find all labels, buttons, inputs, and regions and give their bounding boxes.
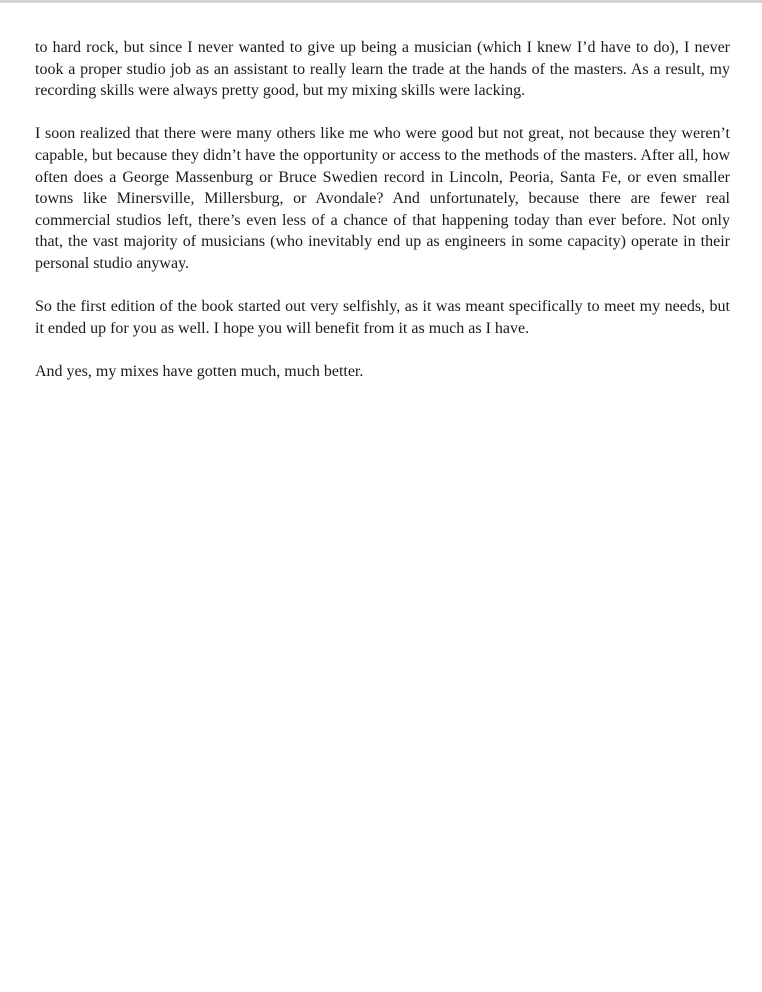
- paragraph-1: to hard rock, but since I never wanted to give up being a musician (which I knew I’d have to do), I never took a proper studio job as an assistant to really learn the trade at the hands of the masters. As a result, my recording skills were always pretty good, but my mixing skills were lacking.: [35, 39, 730, 100]
- paragraph-3: So the first edition of the book started out very selfishly, as it was meant specifically to meet my needs, but it ended up for you as well. I hope you will benefit from it as much as I have.: [35, 298, 730, 337]
- paragraph-4: And yes, my mixes have gotten much, much better.: [35, 362, 364, 380]
- top-border: [0, 0, 762, 3]
- paragraph-2: I soon realized that there were many others like me who were good but not great, not because they weren’t capable, but because they didn’t have the opportunity or access to the methods of the masters. After all, how often does a George Massenburg or Bruce Swedien record in Lincoln, Peoria, Santa Fe, or even smaller towns like Minersville, Millersburg, or Avondale? And unfortunately, because there are fewer real commercial studios left, there’s even less of a chance of that happening today than ever before. Not only that, the vast majority of musicians (who inevitably end up as engineers in some capacity) operate in their personal studio anyway.: [35, 125, 730, 272]
- document-page: [35, 37, 730, 404]
